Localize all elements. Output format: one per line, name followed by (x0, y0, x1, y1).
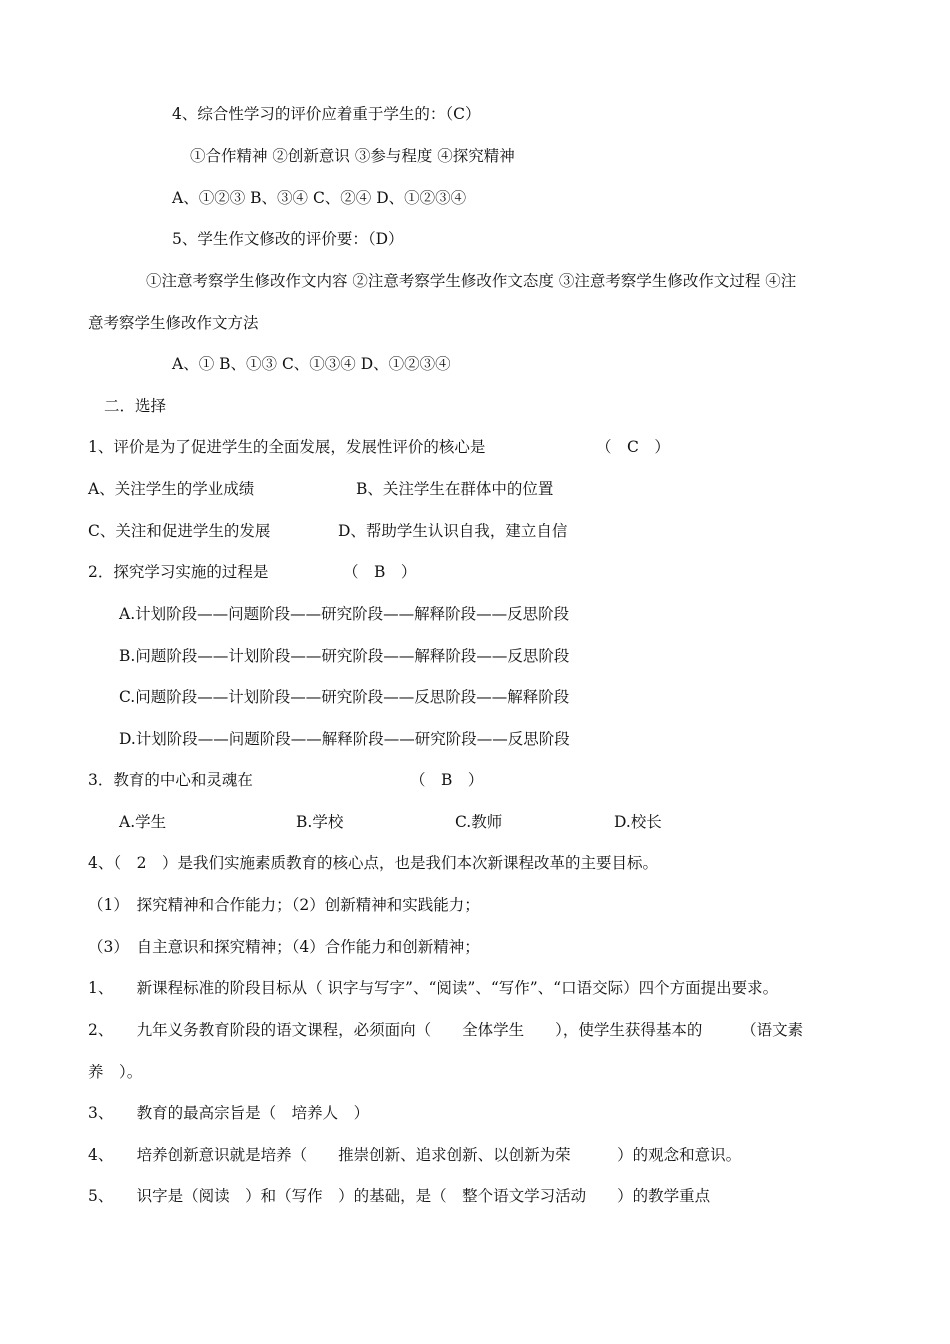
option-b: B.学校 (296, 813, 344, 831)
fill-in-item-continued: 养 ）。 (88, 1063, 143, 1081)
fill-in-item: 3、 教育的最高宗旨是（ 培养人 ） (88, 1104, 370, 1122)
option-a: A、关注学生的学业成绩 (88, 480, 255, 498)
question-stem: 2．探究学习实施的过程是 (88, 563, 269, 581)
option-c: C、关注和促进学生的发展 (88, 522, 271, 540)
question-options: A、① B、①③ C、①③④ D、①②③④ (172, 355, 451, 373)
answer-bracket: （ B ） (410, 771, 484, 789)
answer-bracket: （ C ） (596, 438, 670, 456)
option-c: C.问题阶段——计划阶段——研究阶段——反思阶段——解释阶段 (119, 688, 570, 706)
question-stem: 1、评价是为了促进学生的全面发展，发展性评价的核心是 (88, 438, 486, 456)
question-options: （1） 探究精神和合作能力；（2）创新精神和实践能力； (88, 896, 480, 914)
question-items: ①注意考察学生修改作文内容 ②注意考察学生修改作文态度 ③注意考察学生修改作文过程 ④注 (146, 272, 797, 290)
fill-in-item: 4、 培养创新意识就是培养（ 推崇创新、追求创新、以创新为荣 ）的观念和意识。 (88, 1146, 742, 1164)
question-options: A、①②③ B、③④ C、②④ D、①②③④ (172, 189, 467, 207)
question-items-continued: 意考察学生修改作文方法 (88, 314, 259, 332)
option-a: A.计划阶段——问题阶段——研究阶段——解释阶段——反思阶段 (119, 605, 570, 623)
option-b: B、关注学生在群体中的位置 (356, 480, 554, 498)
option-b: B.问题阶段——计划阶段——研究阶段——解释阶段——反思阶段 (119, 647, 570, 665)
option-d: D.计划阶段——问题阶段——解释阶段——研究阶段——反思阶段 (119, 730, 570, 748)
question-stem: 4、（ 2 ）是我们实施素质教育的核心点，也是我们本次新课程改革的主要目标。 (88, 854, 658, 872)
question-stem: 3．教育的中心和灵魂在 (88, 771, 253, 789)
answer-bracket: （ B ） (343, 563, 417, 581)
question-items: ①合作精神 ②创新意识 ③参与程度 ④探究精神 (190, 147, 515, 165)
section-heading: 二．选择 (104, 397, 167, 415)
fill-in-item: 5、 识字是（阅读 ）和（写作 ）的基础，是（ 整个语文学习活动 ）的教学重点 (88, 1187, 711, 1205)
option-c: C.教师 (455, 813, 503, 831)
fill-in-item: 2、 九年义务教育阶段的语文课程，必须面向（ 全体学生 ），使学生获得基本的 （语文素 (88, 1021, 804, 1039)
question-options: （3） 自主意识和探究精神；（4）合作能力和创新精神； (88, 938, 480, 956)
option-d: D、帮助学生认识自我，建立自信 (338, 522, 568, 540)
fill-in-item: 1、 新课程标准的阶段目标从（ 识字与写字”、“阅读”、“写作”、“口语交际）四个方面提出要求。 (88, 979, 779, 997)
question-stem: 4、综合性学习的评价应着重于学生的：（C） (172, 105, 481, 123)
option-a: A.学生 (119, 813, 167, 831)
question-stem: 5、学生作文修改的评价要：（D） (172, 230, 404, 248)
option-d: D.校长 (614, 813, 662, 831)
